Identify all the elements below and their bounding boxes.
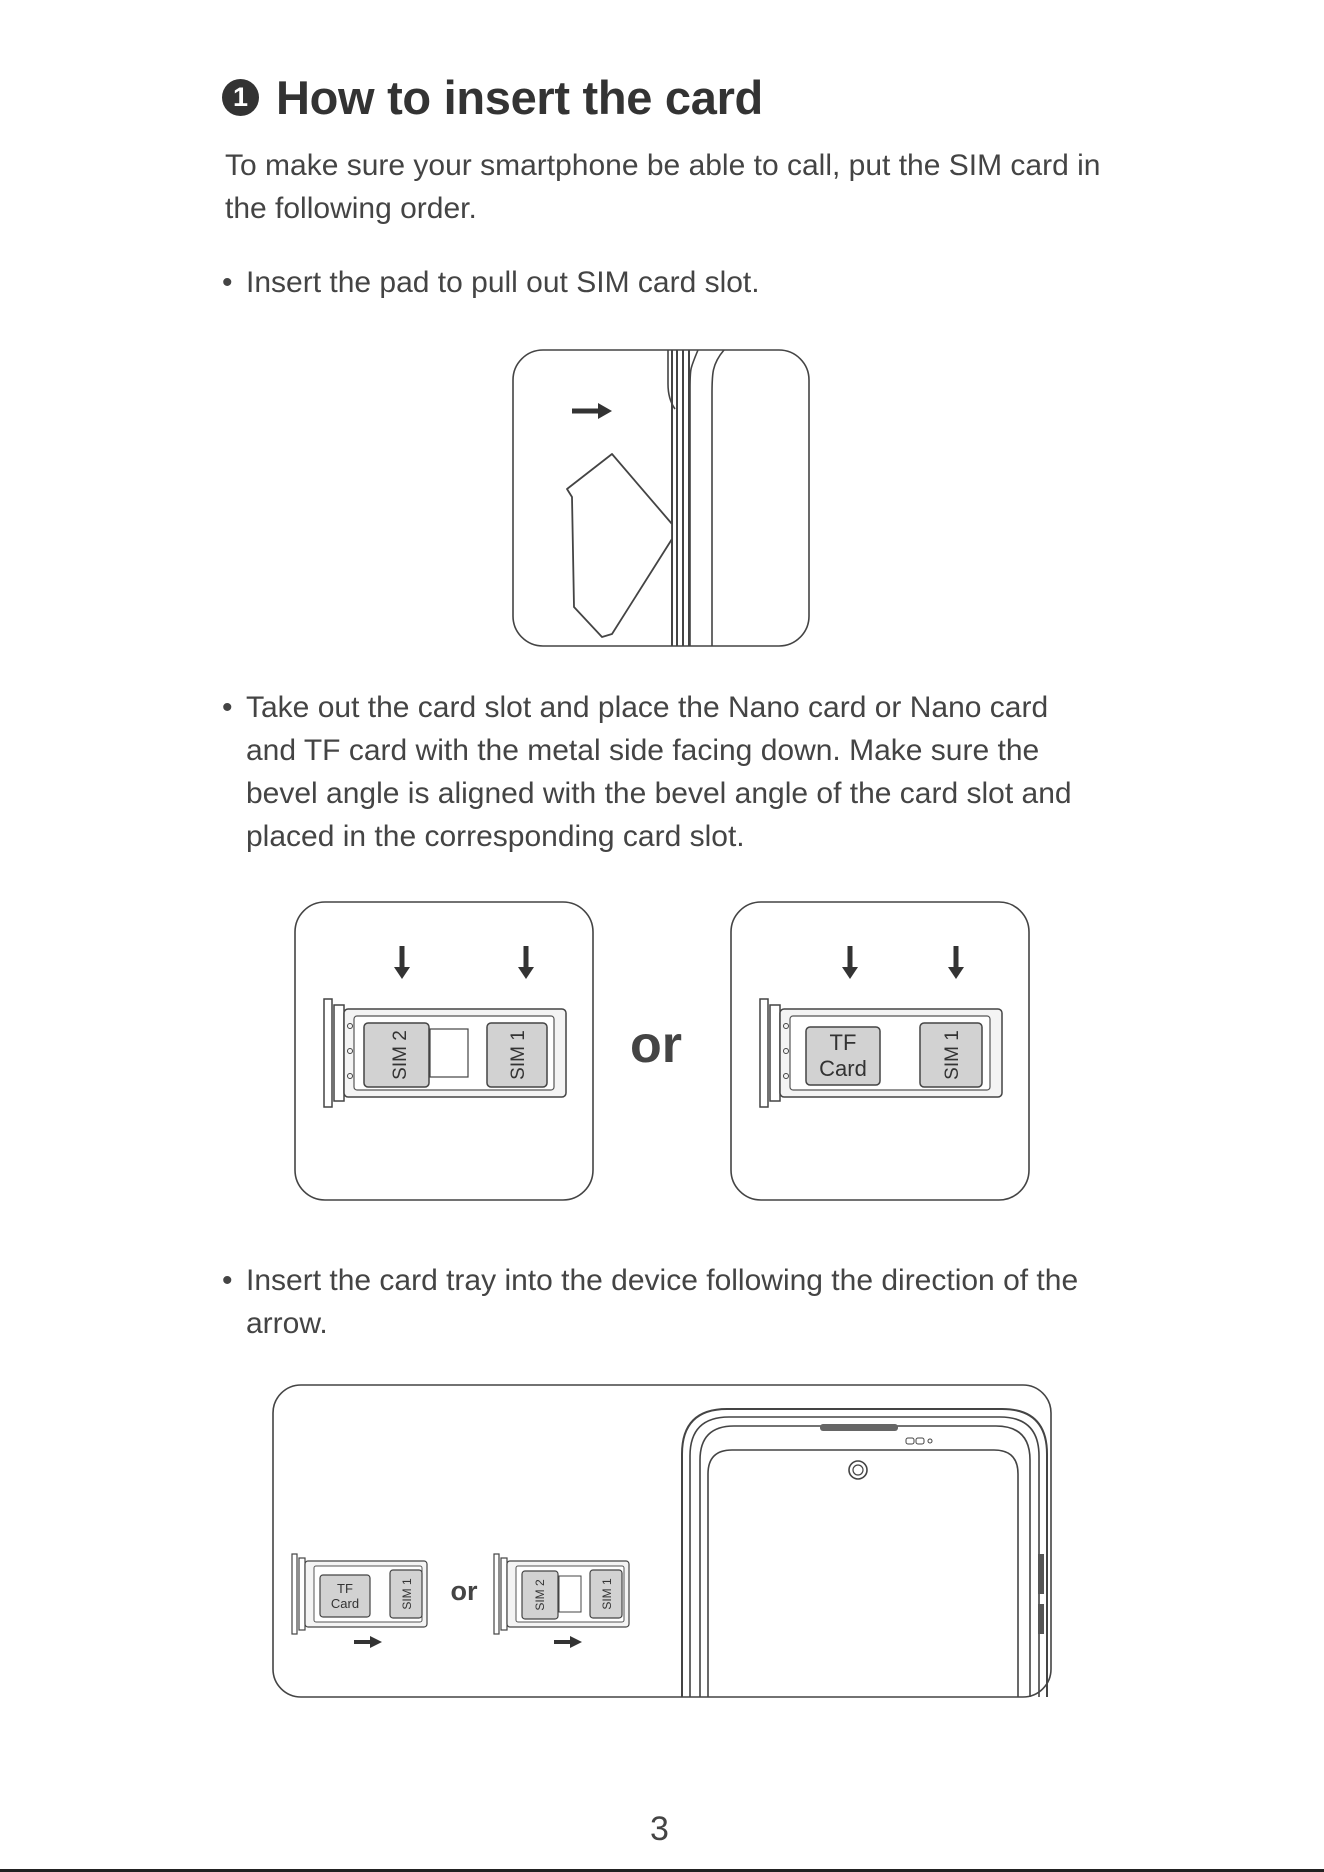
step-2 — [222, 686, 1102, 858]
bullet-dot: • — [222, 1264, 233, 1297]
small-or-separator: or — [450, 1576, 478, 1606]
insert-tray-illustration — [272, 1384, 1052, 1698]
step-3 — [222, 1259, 1102, 1345]
page-number: 3 — [650, 1810, 669, 1848]
section-title: How to insert the card — [276, 71, 763, 124]
slot-label-card: Card — [819, 1056, 867, 1081]
intro-paragraph: To make sure your smartphone be able to call, put the SIM card in the following order. — [225, 149, 1101, 225]
tray-dual-sim-illustration — [294, 901, 594, 1201]
tray-tf-sim-illustration — [730, 901, 1030, 1201]
section-number-badge: 1 — [222, 79, 259, 116]
or-separator: or — [630, 1016, 682, 1074]
slot-label-sim2: SIM 2 — [390, 1030, 411, 1080]
small-slot-label-tf: TF — [337, 1581, 353, 1596]
small-slot-label-sim2: SIM 2 — [533, 1579, 547, 1611]
eject-pin-illustration — [512, 349, 810, 647]
step-1-text: Insert the pad to pull out SIM card slot. — [246, 266, 760, 299]
bullet-dot: • — [222, 691, 233, 724]
small-slot-label-sim1: SIM 1 — [600, 1578, 614, 1610]
section-heading — [222, 70, 763, 125]
step-2-text: Take out the card slot and place the Nano card or Nano card and TF card with the metal side facing down. Make sure the bevel angle is aligned with the bevel angle of the card slot and placed in the corresponding card slot. — [246, 691, 1072, 853]
small-slot-label-card: Card — [330, 1596, 360, 1611]
bullet-dot: • — [222, 266, 233, 299]
step-3-text: Insert the card tray into the device following the direction of the arrow. — [246, 1264, 1079, 1340]
step-1 — [222, 261, 1102, 304]
slot-label-sim1: SIM 1 — [508, 1030, 529, 1080]
slot-label-sim1: SIM 1 — [942, 1030, 963, 1080]
slot-label-tf: TF — [829, 1030, 857, 1055]
small-slot-label-sim1: SIM 1 — [400, 1578, 414, 1610]
